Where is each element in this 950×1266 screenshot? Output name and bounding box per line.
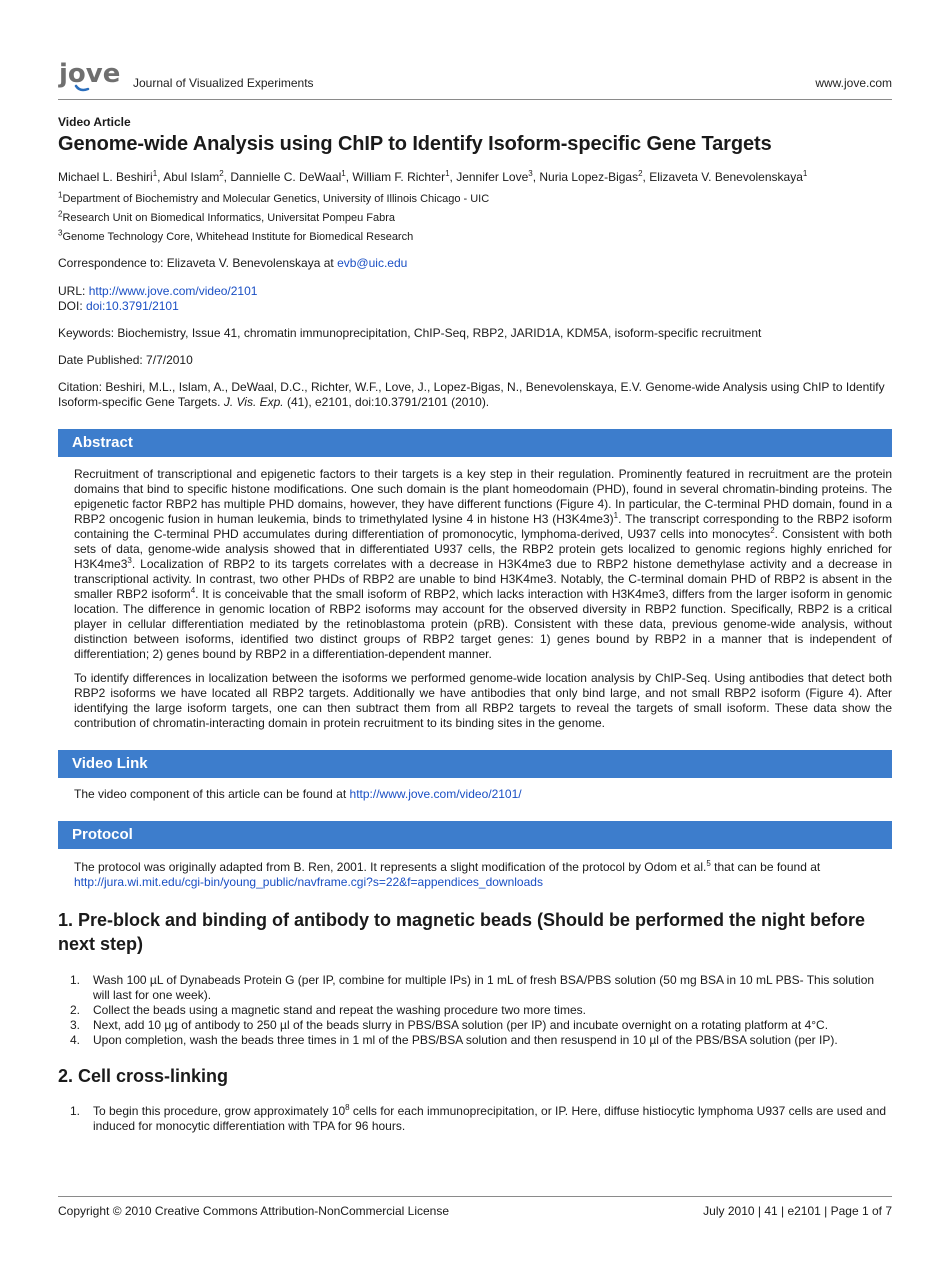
- step-text: Next, add 10 µg of antibody to 250 µl of the beads slurry in PBS/BSA solution (per IP) and incubate overnight on a rotating platform at 4°C.: [93, 1018, 829, 1032]
- video-link-url[interactable]: http://www.jove.com/video/2101/: [349, 787, 522, 801]
- step-text-tail: cells for each immunoprecipitation, or IP. Here, diffuse histiocytic lymphoma U937 cells are used and induced for monocytic differentiation with TPA for 96 hours.: [93, 1104, 887, 1133]
- affiliation-number: 1: [58, 190, 63, 200]
- step-number: 2.: [70, 1003, 81, 1017]
- doi-link[interactable]: doi:10.3791/2101: [86, 299, 179, 313]
- author-affiliation-ref: 2: [638, 169, 643, 178]
- journal-name: Journal of Visualized Experiments: [133, 76, 314, 90]
- author-name: William F. Richter: [352, 170, 446, 184]
- list-item: [58, 1104, 892, 1134]
- section-1-title: 1. Pre-block and binding of antibody to magnetic beads (Should be performed the night before next step): [58, 910, 866, 954]
- protocol-intro: [58, 860, 892, 890]
- page-footer: [58, 1196, 892, 1220]
- affiliation-text: Genome Technology Core, Whitehead Institute for Biomedical Research: [62, 231, 414, 243]
- page-info: July 2010 | 41 | e2101 | Page 1 of 7: [703, 1204, 892, 1218]
- svg-text:jove: jove: [59, 60, 121, 89]
- abstract-paragraph-1: [58, 467, 892, 662]
- site-url[interactable]: www.jove.com: [815, 76, 892, 90]
- step-text: To begin this procedure, grow approximately 10: [93, 1104, 346, 1118]
- video-link-heading: Video Link: [58, 750, 892, 778]
- date-published: Date Published: 7/7/2010: [58, 353, 193, 367]
- section-1-steps: [58, 973, 892, 1048]
- list-item: [58, 1003, 892, 1018]
- abstract-text: . The transcript corresponding to the RBP2 isoform containing the C-terminal PHD accumulates during differentiation of promonocytic, lymphoma-derived, U937 cells into monocytes: [74, 512, 893, 541]
- affiliation: [58, 192, 892, 206]
- section-2-title: 2. Cell cross-linking: [58, 1066, 229, 1086]
- author-name: Abul Islam: [163, 170, 220, 184]
- protocol-heading: Protocol: [58, 821, 892, 849]
- author-name: Elizaveta V. Benevolenskaya: [649, 170, 803, 184]
- section-2-steps: [58, 1104, 892, 1134]
- reference-superscript: 1: [613, 511, 619, 520]
- protocol-source-link[interactable]: http://jura.wi.mit.edu/cgi-bin/young_public/navframe.cgi?s=22&f=appendices_downloads: [74, 875, 543, 889]
- citation-tail: (41), e2101, doi:10.3791/2101 (2010).: [283, 395, 490, 409]
- abstract-text: . It is conceivable that the small isoform of RBP2, which lacks interaction with H3K4me3, differs from the larger isoform in genomic location. The difference in genomic location of RBP2 isoforms may account for the observed diversity in RBP2 function. Specifically, RBP2 is a critical player in cellular differentiation mediated by the retinoblastoma protein (pRB). Consistent with these data, previous genome-wide analysis, without distinction between isoforms, identified two distinct groups of RBP2 target genes: 1) genes bound by RBP2 in a manner that is independent of differentiation; 2) genes bound by RBP2 in a differentiation-dependent manner.: [74, 587, 892, 661]
- abstract-text: Recruitment of transcriptional and epigenetic factors to their targets is a key step in their regulation. Prominently featured in recruitment are the protein domains that bind to specific histone modifications. One such domain is the plant homeodomain (PHD), found in several chromatin-binding proteins. The epigenetic factor RBP2 has multiple PHD domains, however, they have different functions (Figure 4). In particular, the C-terminal PHD domain, found in a RBP2 oncogenic fusion in human leukemia, binds to trimethylated lysine 4 in histone H3 (H3K4me3): [74, 467, 892, 526]
- affiliation-text: Department of Biochemistry and Molecular Genetics, University of Illinois Chicago - UIC: [62, 193, 490, 205]
- reference-superscript: 3: [127, 556, 132, 565]
- article-doi: [58, 299, 892, 314]
- correspondence-label: Correspondence to: Elizaveta V. Benevolenskaya at: [58, 256, 338, 270]
- list-item: [58, 1033, 892, 1048]
- author-name: Michael L. Beshiri: [58, 170, 153, 184]
- article-type: Video Article: [58, 115, 131, 129]
- step-text: Collect the beads using a magnetic stand and repeat the washing procedure two more times.: [93, 1003, 586, 1017]
- protocol-intro-tail: that can be found at: [710, 860, 821, 874]
- citation-journal: J. Vis. Exp.: [223, 395, 284, 409]
- abstract-heading: Abstract: [58, 429, 892, 457]
- author-name: Nuria Lopez-Bigas: [539, 170, 639, 184]
- reference-superscript: 2: [770, 526, 775, 535]
- author-list: Michael L. Beshiri$^1$, Abul Islam$^2$, Dannielle C. DeWaal$^1$, William F. Richter$^1$, Jennifer Love$^3$, Nuria Lopez-Bigas$^2$, Elizaveta V. Benevolenskaya$^1$: [58, 169, 808, 184]
- keywords: Keywords: Biochemistry, Issue 41, chromatin immunoprecipitation, ChIP-Seq, RBP2, JARID1A, KDM5A, isoform-specific recruitment: [58, 326, 762, 340]
- citation-text: Citation: Beshiri, M.L., Islam, A., DeWaal, D.C., Richter, W.F., Love, J., Lopez-Bigas, N., Benevolenskaya, E.V. Genome-wide Analysis using ChIP to Identify Isoform-specific Gene Targets.: [58, 380, 885, 409]
- author-affiliation-ref: 1: [802, 169, 808, 178]
- exponent-superscript: 8: [345, 1103, 350, 1112]
- step-number: 3.: [70, 1018, 81, 1032]
- list-item: [58, 973, 892, 1003]
- affiliation-number: 3: [58, 228, 63, 238]
- article-body: [58, 115, 892, 1134]
- abstract-text: . Localization of RBP2 to its targets correlates with a decrease in H3K4me3 due to RBP2 histone demethylase activity and a decrease in transcriptional activity. In contrast, two other PHDs of RBP2 are unable to bind H3K4me3. Notably, the C-terminal domain PHD of RBP2 is absent in the smaller RBP2 isoform: [74, 557, 892, 601]
- step-text: Wash 100 µL of Dynabeads Protein G (per IP, combine for multiple IPs) in 1 mL of fresh BSA/PBS solution (50 mg BSA in 10 mL PBS- This solution will last for one week).: [93, 973, 875, 1002]
- affiliation-list: [58, 192, 892, 244]
- author-affiliation-ref: 2: [219, 169, 224, 178]
- url-label: URL:: [58, 284, 89, 298]
- doi-label: DOI:: [58, 299, 87, 313]
- reference-superscript: 5: [706, 859, 711, 868]
- correspondence-email-link[interactable]: evb@uic.edu: [337, 256, 408, 270]
- step-number: 4.: [70, 1033, 81, 1047]
- affiliation: [58, 230, 892, 244]
- protocol-intro-text: The protocol was originally adapted from B. Ren, 2001. It represents a slight modification of the protocol by Odom et al.: [74, 860, 707, 874]
- abstract-paragraph-2: To identify differences in localization between the isoforms we performed genome-wide location analysis by ChIP-Seq. Using antibodies that detect both RBP2 isoforms we have located all RBP2 targets. Additionally we have antibodies that only bind large, and not small RBP2 isoform (Figure 4). After identifying the large isoform targets, one can then subtract them from all RBP2 targets to reveal the targets of small isoform. These data show the contribution of chromatin-interacting domain in protein recruitment to its binding sites in the genome.: [74, 671, 892, 730]
- author-name: Dannielle C. DeWaal: [230, 170, 342, 184]
- citation: [58, 380, 892, 410]
- author-affiliation-ref: 1: [445, 169, 450, 178]
- page-header: [58, 60, 892, 100]
- author-affiliation-ref: 1: [341, 169, 346, 178]
- affiliation-text: Research Unit on Biomedical Informatics, Universitat Pompeu Fabra: [62, 212, 396, 224]
- video-link-text: The video component of this article can be found at: [74, 787, 350, 801]
- article-url-link[interactable]: http://www.jove.com/video/2101: [88, 284, 258, 298]
- step-number: 1.: [70, 1104, 81, 1118]
- video-link-paragraph: [58, 787, 892, 802]
- author-affiliation-ref: 3: [528, 169, 533, 178]
- abstract-text: . Consistent with both sets of data, genome-wide analysis showed that in differentiated U937 cells, the RBP2 protein gets localized to genomic regions highly enriched for H3K4me3: [74, 527, 892, 571]
- step-text: Upon completion, wash the beads three times in 1 ml of the PBS/BSA solution and then resuspend in 10 µl of the PBS/BSA solution (per IP).: [93, 1033, 838, 1047]
- copyright-notice: Copyright © 2010 Creative Commons Attribution-NonCommercial License: [58, 1204, 450, 1218]
- author-name: Jennifer Love: [456, 170, 529, 184]
- reference-superscript: 4: [190, 586, 196, 595]
- jove-logo-icon[interactable]: [58, 60, 128, 94]
- affiliation-number: 2: [58, 209, 63, 219]
- article-url: [58, 284, 892, 299]
- article-title: Genome-wide Analysis using ChIP to Identify Isoform-specific Gene Targets: [58, 133, 772, 155]
- step-number: 1.: [70, 973, 81, 987]
- list-item: [58, 1018, 892, 1033]
- author-affiliation-ref: 1: [152, 169, 158, 178]
- correspondence: [58, 256, 892, 271]
- affiliation: [58, 211, 892, 225]
